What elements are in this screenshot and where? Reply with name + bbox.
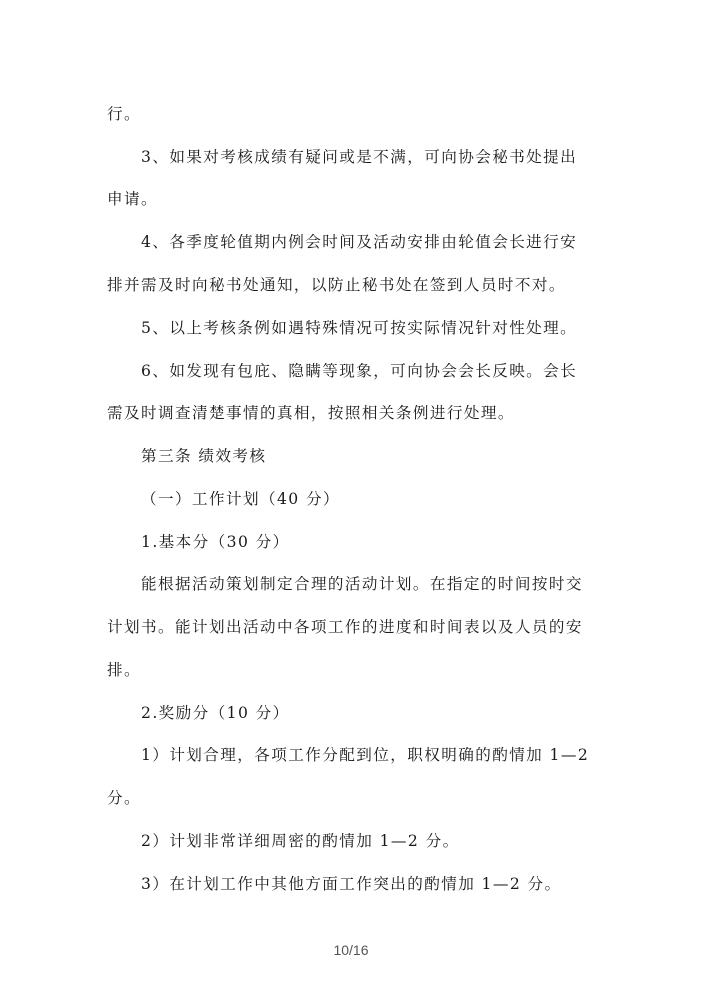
text-line: 排。 <box>107 661 141 679</box>
text-line: 排并需及时向秘书处通知，以防止秘书处在签到人员时不对。 <box>107 276 566 294</box>
text-line: 2）计划非常详细周密的酌情加 1—2 分。 <box>141 832 460 850</box>
text-line: 能根据活动策划制定合理的活动计划。在指定的时间按时交 <box>141 575 583 593</box>
text-line: 3）在计划工作中其他方面工作突出的酌情加 1—2 分。 <box>141 875 562 893</box>
item-heading: 1.基本分（30 分） <box>141 533 290 551</box>
subsection-heading: （一）工作计划（40 分） <box>141 490 340 508</box>
text-line: 计划书。能计划出活动中各项工作的进度和时间表以及人员的安 <box>107 618 583 636</box>
text-line: 4、各季度轮值期内例会时间及活动安排由轮值会长进行安 <box>141 233 578 251</box>
item-heading: 2.奖励分（10 分） <box>141 704 290 722</box>
text-line: 需及时调查清楚事情的真相，按照相关条例进行处理。 <box>107 404 515 422</box>
text-line: 5、以上考核条例如遇特殊情况可按实际情况针对性处理。 <box>141 319 578 337</box>
text-line: 3、如果对考核成绩有疑问或是不满，可向协会秘书处提出 <box>141 148 578 166</box>
text-line: 申请。 <box>107 190 158 208</box>
text-line: 分。 <box>107 789 141 807</box>
section-heading: 第三条 绩效考核 <box>141 447 267 465</box>
page-number: 10/16 <box>333 942 369 958</box>
text-line: 1）计划合理，各项工作分配到位，职权明确的酌情加 1—2 <box>141 746 590 764</box>
text-line: 行。 <box>107 105 141 123</box>
text-line: 6、如发现有包庇、隐瞒等现象，可向协会会长反映。会长 <box>141 362 578 380</box>
